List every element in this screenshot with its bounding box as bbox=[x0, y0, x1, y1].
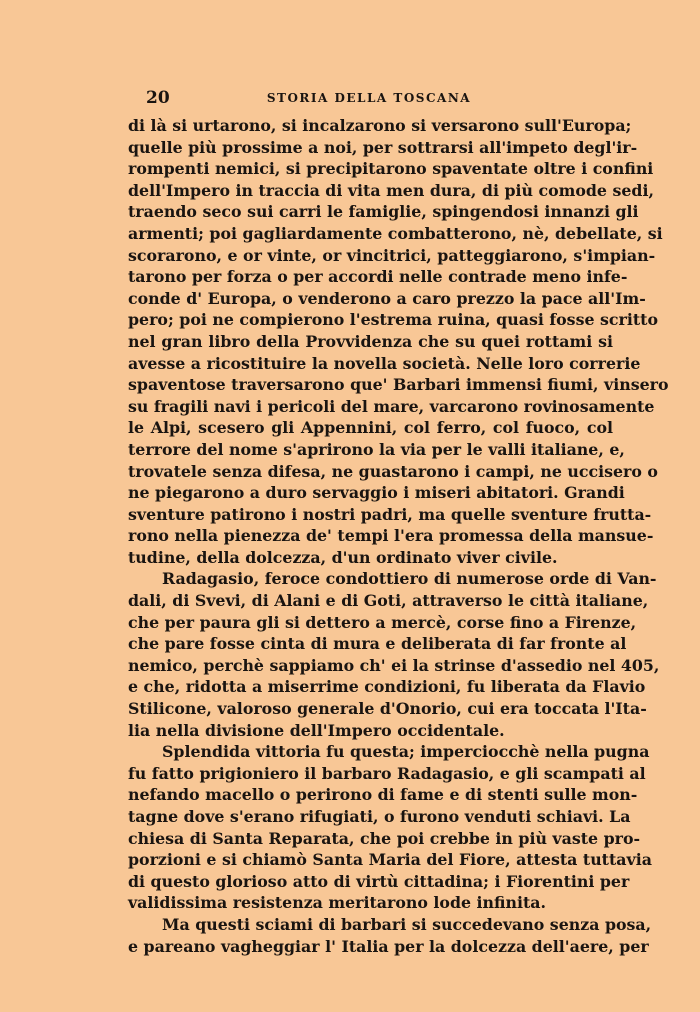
body-text bbox=[128, 115, 669, 957]
text-line: Radagasio, feroce condottiero di numerose orde di Van- bbox=[162, 569, 657, 589]
text-line: di questo glorioso atto di virtù cittadina; i Fiorentini per bbox=[128, 871, 630, 891]
text-line: spaventose traversarono que' Barbari immensi fiumi, vinsero bbox=[128, 375, 669, 395]
text-line: armenti; poi gagliardamente combatterono, nè, debellate, si bbox=[128, 223, 663, 243]
text-line: su fragili navi i pericoli del mare, varcarono rovinosamente bbox=[128, 396, 655, 416]
text-line: tarono per forza o per accordi nelle contrade meno infe- bbox=[128, 267, 628, 287]
text-line: e che, ridotta a miserrime condizioni, fu liberata da Flavio bbox=[128, 677, 646, 697]
text-line: scorarono, e or vinte, or vincitrici, patteggiarono, s'impian- bbox=[128, 245, 656, 265]
text-line: conde d' Europa, o venderono a caro prezzo la pace all'Im- bbox=[128, 288, 646, 308]
text-line: lia nella divisione dell'Impero occidentale. bbox=[128, 720, 505, 740]
text-line: nefando macello o perirono di fame e di stenti sulle mon- bbox=[128, 785, 638, 805]
text-line: rono nella pienezza de' tempi l'era promessa della mansue- bbox=[128, 526, 654, 546]
text-line: avesse a ricostituire la novella società. Nelle loro correrie bbox=[128, 353, 641, 373]
text-line: rompenti nemici, si precipitarono spaventate oltre i confini bbox=[128, 159, 654, 179]
text-line: terrore del nome s'aprirono la via per le valli italiane, e, bbox=[128, 439, 625, 459]
text-line: di là si urtarono, si incalzarono si versarono sull'Europa; bbox=[128, 116, 632, 135]
text-line: che pare fosse cinta di mura e deliberata di far fronte al bbox=[128, 634, 627, 654]
text-line: tudine, della dolcezza, d'un ordinato viver civile. bbox=[128, 547, 558, 567]
text-line: Stilicone, valoroso generale d'Onorio, cui era toccata l'Ita- bbox=[128, 699, 647, 719]
text-line: le Alpi, scesero gli Appennini, col ferro, col fuoco, col bbox=[128, 418, 613, 438]
page-number: 20 bbox=[146, 88, 170, 108]
text-line: nemico, perchè sappiamo ch' ei la strinse d'assedio nel 405, bbox=[128, 655, 660, 675]
text-line: Splendida vittoria fu questa; imperciocchè nella pugna bbox=[162, 742, 650, 762]
text-line: quelle più prossime a noi, per sottrarsi all'impeto degl'ir- bbox=[128, 137, 638, 157]
text-line: pero; poi ne compierono l'estrema ruina, quasi fosse scritto bbox=[128, 310, 658, 330]
text-line: porzioni e si chiamò Santa Maria del Fiore, attesta tuttavia bbox=[128, 850, 652, 870]
page-header bbox=[128, 88, 610, 110]
text-line: nel gran libro della Provvidenza che su quei rottami si bbox=[128, 331, 613, 351]
text-line: ne piegarono a duro servaggio i miseri abitatori. Grandi bbox=[128, 483, 625, 503]
text-line: che per paura gli si dettero a mercè, corse fino a Firenze, bbox=[128, 612, 637, 632]
text-line: e pareano vagheggiar l' Italia per la dolcezza dell'aere, per bbox=[128, 936, 649, 956]
text-line: dell'Impero in traccia di vita men dura, di più comode sedi, bbox=[128, 180, 654, 200]
text-line: fu fatto prigioniero il barbaro Radagasio, e gli scampati al bbox=[128, 763, 646, 783]
text-line: sventure patirono i nostri padri, ma quelle sventure frutta- bbox=[128, 504, 652, 524]
text-line: tagne dove s'erano rifugiati, o furono venduti schiavi. La bbox=[128, 807, 631, 826]
running-title: STORIA DELLA TOSCANA bbox=[266, 91, 472, 105]
text-line: Ma questi sciami di barbari si succedevano senza posa, bbox=[162, 914, 652, 934]
text-line: dali, di Svevi, di Alani e di Goti, attraverso le città italiane, bbox=[128, 591, 649, 611]
text-line: traendo seco sui carri le famiglie, spingendosi innanzi gli bbox=[128, 202, 639, 222]
text-line: validissima resistenza meritarono lode infinita. bbox=[128, 893, 547, 913]
text-line: chiesa di Santa Reparata, che poi crebbe in più vaste pro- bbox=[128, 828, 641, 848]
text-line: trovatele senza difesa, ne guastarono i campi, ne uccisero o bbox=[128, 461, 658, 481]
